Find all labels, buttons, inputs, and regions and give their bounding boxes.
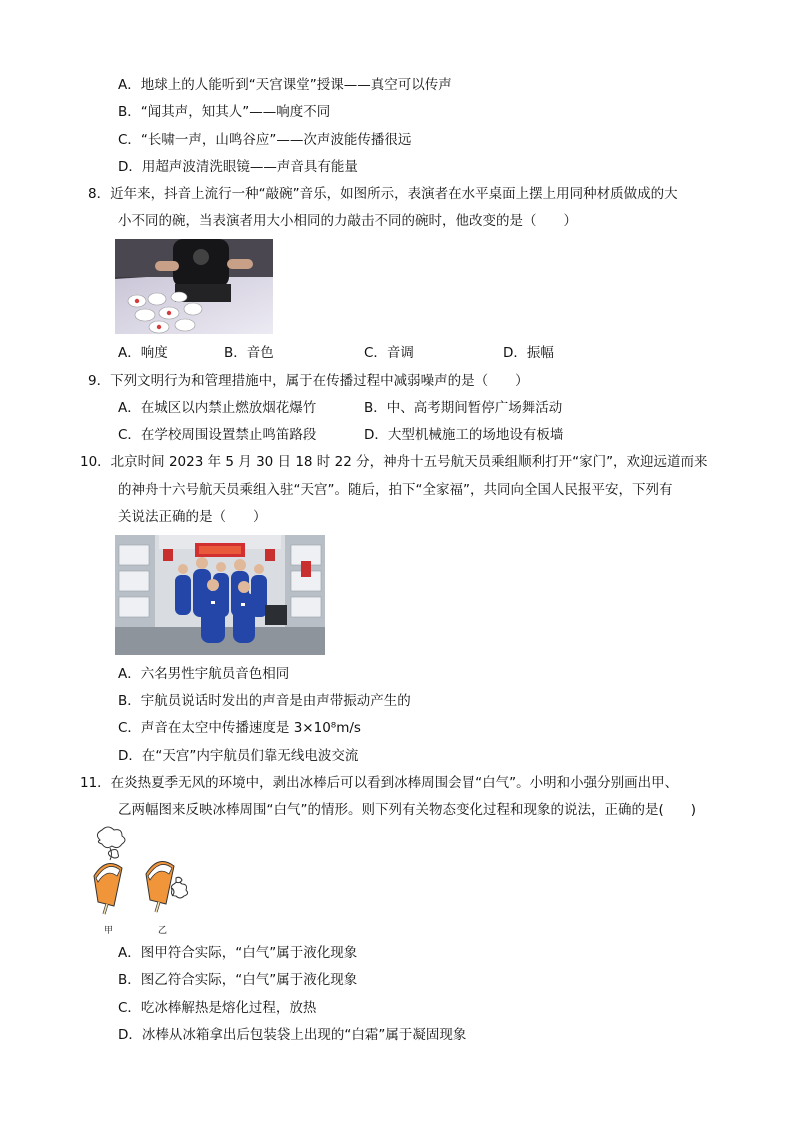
- astronauts-illustration: [115, 535, 325, 655]
- q9-option-d: D．大型机械施工的场地设有板墙: [364, 427, 564, 443]
- q10-option-a: A．六名男性宇航员音色相同: [118, 666, 290, 682]
- q10-stem-line2: 的神舟十六号航天员乘组入驻“天宫”。随后，拍下“全家福”，共同向全国人民报平安，下列有: [118, 482, 673, 498]
- figure-label-jia: 甲: [104, 926, 114, 936]
- q8-stem-line2: 小不同的碗，当表演者用大小相同的力敲击不同的碗时，他改变的是（ ）: [118, 213, 577, 229]
- figure-label-yi: 乙: [158, 926, 168, 936]
- q9-stem: 9．下列文明行为和管理措施中，属于在传播过程中减弱噪声的是（ ）: [88, 373, 529, 389]
- q8-option-d: D．振幅: [503, 345, 554, 361]
- q10-stem-line3: 关说法正确的是（ ）: [118, 509, 267, 525]
- q11-option-c: C．吃冰棒解热是熔化过程，放热: [118, 1000, 317, 1016]
- bowl-music-illustration: [115, 239, 273, 334]
- q10-option-c: C．声音在太空中传播速度是 3×10⁸m/s: [118, 720, 361, 736]
- q7-option-d: D．用超声波清洗眼镜——声音具有能量: [118, 159, 358, 175]
- q9-option-b: B．中、高考期间暂停广场舞活动: [364, 400, 563, 416]
- q11-stem-line2: 乙两幅图来反映冰棒周围“白气”的情形。则下列有关物态变化过程和现象的说法，正确的是( ): [118, 802, 697, 818]
- q11-option-b: B．图乙符合实际，“白气”属于液化现象: [118, 972, 358, 988]
- popsicle-white-gas-illustration: [88, 826, 198, 921]
- q11-option-d: D．冰棒从冰箱拿出后包装袋上出现的“白霜”属于凝固现象: [118, 1027, 467, 1043]
- q11-option-a: A．图甲符合实际，“白气”属于液化现象: [118, 945, 358, 961]
- q7-option-a: A．地球上的人能听到“天宫课堂”授课——真空可以传声: [118, 77, 452, 93]
- q11-stem-line1: 11．在炎热夏季无风的环境中，剥出冰棒后可以看到冰棒周围会冒“白气”。小明和小强分别画出甲、: [80, 775, 679, 791]
- q9-option-a: A．在城区以内禁止燃放烟花爆竹: [118, 400, 317, 416]
- q10-option-d: D．在“天宫”内宇航员们靠无线电波交流: [118, 748, 359, 764]
- q7-option-b: B．“闻其声，知其人”——响度不同: [118, 104, 331, 120]
- q7-option-c: C．“长啸一声，山鸣谷应”——次声波能传播很远: [118, 132, 412, 148]
- q8-option-a: A．响度: [118, 345, 168, 361]
- q10-option-b: B．宇航员说话时发出的声音是由声带振动产生的: [118, 693, 411, 709]
- q8-stem-line1: 8．近年来，抖音上流行一种“敲碗”音乐，如图所示，表演者在水平桌面上摆上用同种材质做成的大: [88, 186, 678, 202]
- q9-option-c: C．在学校周围设置禁止鸣笛路段: [118, 427, 317, 443]
- q8-option-b: B．音色: [224, 345, 274, 361]
- q10-stem-line1: 10．北京时间 2023 年 5 月 30 日 18 时 22 分，神舟十五号航天员乘组顺利打开“家门”，欢迎远道而来: [80, 454, 708, 470]
- q8-option-c: C．音调: [364, 345, 414, 361]
- space-station-photo: [115, 535, 325, 655]
- popsicle-diagrams: [88, 826, 198, 921]
- bowl-music-photo: [115, 239, 273, 334]
